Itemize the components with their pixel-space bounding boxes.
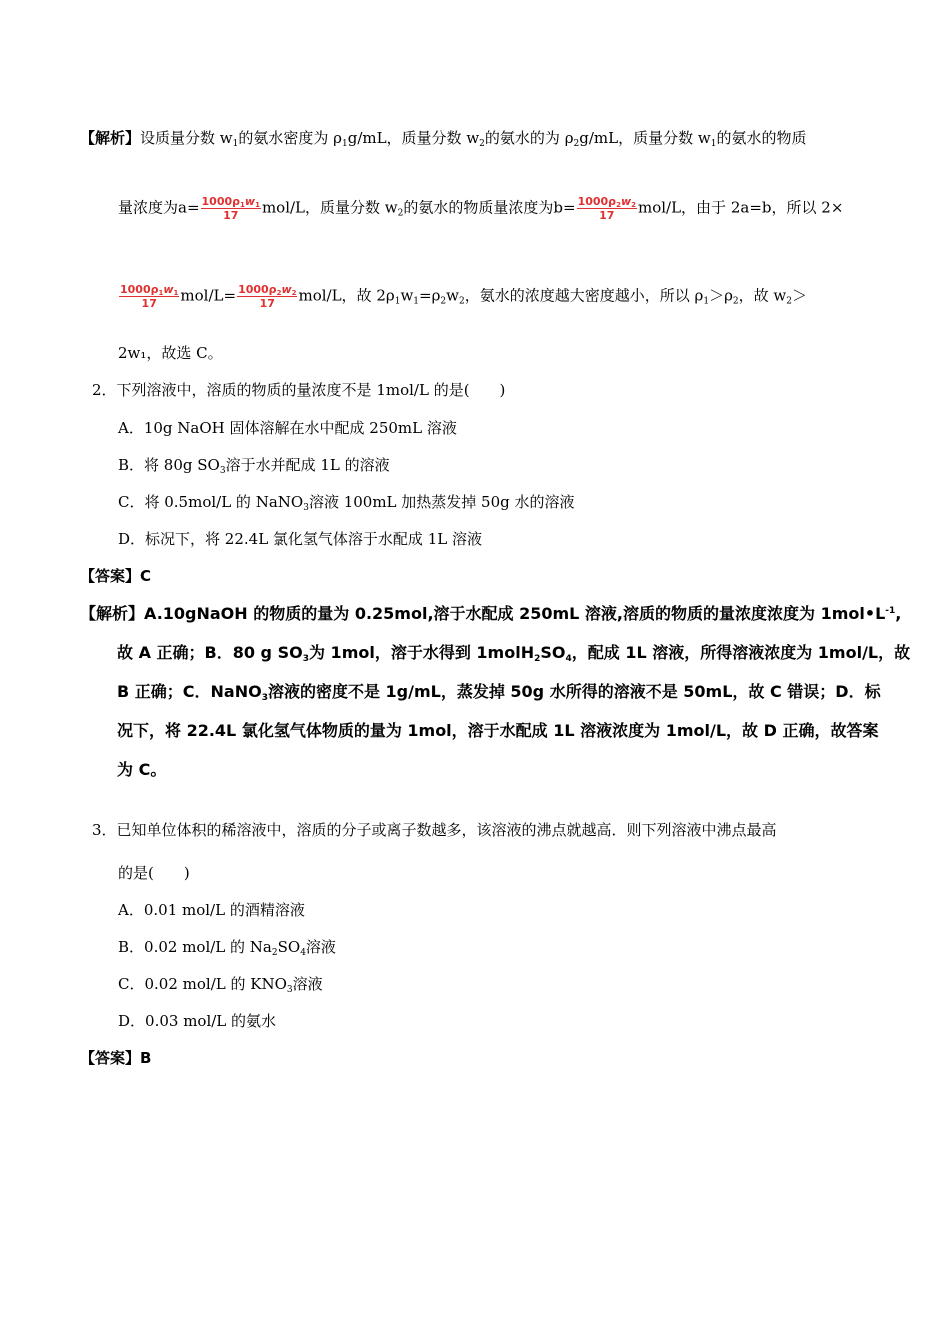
q2-analysis-line-5: 为 C。	[117, 760, 167, 779]
q3-option-c: C．0.02 mol/L 的 $KNO_3$溶液	[118, 975, 323, 995]
q2-option-a: A．10g NaOH 固体溶解在水中配成 250mL 溶液	[118, 419, 457, 437]
fraction-b: $\frac{1000\rho_2w_2}{17}$	[577, 195, 636, 222]
q2-stem: 2．下列溶液中，溶质的物质的量浓度不是 1mol/L 的是( )	[92, 381, 506, 399]
analysis-label: 【解析】	[80, 129, 141, 147]
q2-option-c: C．将 0.5mol/L 的 NaNO$_3$溶液 100mL 加热蒸发掉 50g 水的溶液	[118, 493, 575, 513]
fraction-rhs: $\frac{1000\rho_2w_2}{17}$	[238, 283, 297, 310]
analysis-1-line-3: $\frac{1000\rho_1w_1}{17}$ mol/L= $\frac{1000\rho_2w_2}{17}$ mol/L，故 $2\rho_1w_1=\rho_2w_2$，氨水的浓度越大密度越小，所以 $\rho_1>\rho_2$，故 $w_2>$	[120, 283, 807, 310]
analysis-1-line-2: 量浓度为a= $\frac{1000\rho_1w_1}{17}$ mol/L，质量分数 $w_2$的氨水的物质量浓度为b= $\frac{1000\rho_2w_2}{17}$ mol/L，由于 2a=b，所以 2×	[118, 195, 844, 222]
q3-option-b: B．0.02 mol/L 的 $Na_2SO_4$溶液	[118, 938, 336, 958]
answer-value: C	[140, 567, 152, 585]
q2-analysis-line-1: 【解析】A.10gNaOH 的物质的量为 0.25mol,溶于水配成 250mL 溶液,溶质的物质的量浓度浓度为 $1mol•L^{-1}$,	[80, 604, 902, 623]
q2-analysis-line-2: 故 A 正确；B．80 g $SO_3$为 1mol，溶于水得到 $1molH_2SO_4$，配成 1L 溶液，所得溶液浓度为 1mol/L，故	[117, 643, 911, 664]
q3-answer	[80, 1048, 151, 1068]
analysis-1-line-1: 【解析】设质量分数 $w_1$的氨水密度为 $\rho_1g/mL$，质量分数 $w_2$的氨水的为 $\rho_2g/mL$，质量分数 $w_1$的氨水的物质	[80, 129, 807, 149]
q2-option-b: B．将 80g $SO_3$溶于水并配成 1L 的溶液	[118, 456, 390, 476]
fraction-a: $\frac{1000\rho_1w_1}{17}$	[201, 195, 260, 222]
analysis-1-line-4: 2w₁，故选 C。	[118, 344, 223, 362]
q3-stem-line-1: 3．已知单位体积的稀溶液中，溶质的分子或离子数越多，该溶液的沸点就越高．则下列溶液中沸点最高	[92, 821, 777, 839]
q2-analysis-line-4: 况下，将 22.4L 氯化氢气体物质的量为 1mol，溶于水配成 1L 溶液浓度为 1mol/L，故 D 正确，故答案	[117, 721, 879, 740]
fraction-lhs: $\frac{1000\rho_1w_1}{17}$	[120, 283, 179, 310]
answer-label: 【答案】	[80, 1049, 141, 1067]
q3-stem-line-2: 的是( )	[118, 864, 190, 882]
answer-label: 【答案】	[80, 567, 141, 585]
analysis-label: 【解析】	[80, 604, 145, 623]
q2-analysis-line-3: B 正确；C．NaNO$_3$溶液的密度不是 1g/mL，蒸发掉 50g 水所得的溶液不是 50mL，故 C 错误；D．标	[117, 682, 881, 703]
q2-answer	[80, 566, 151, 586]
q3-option-a: A．0.01 mol/L 的酒精溶液	[118, 901, 305, 919]
answer-value: B	[140, 1049, 152, 1067]
q3-option-d: D．0.03 mol/L 的氨水	[118, 1012, 277, 1030]
q2-option-d: D．标况下，将 22.4L 氯化氢气体溶于水配成 1L 溶液	[118, 530, 482, 548]
